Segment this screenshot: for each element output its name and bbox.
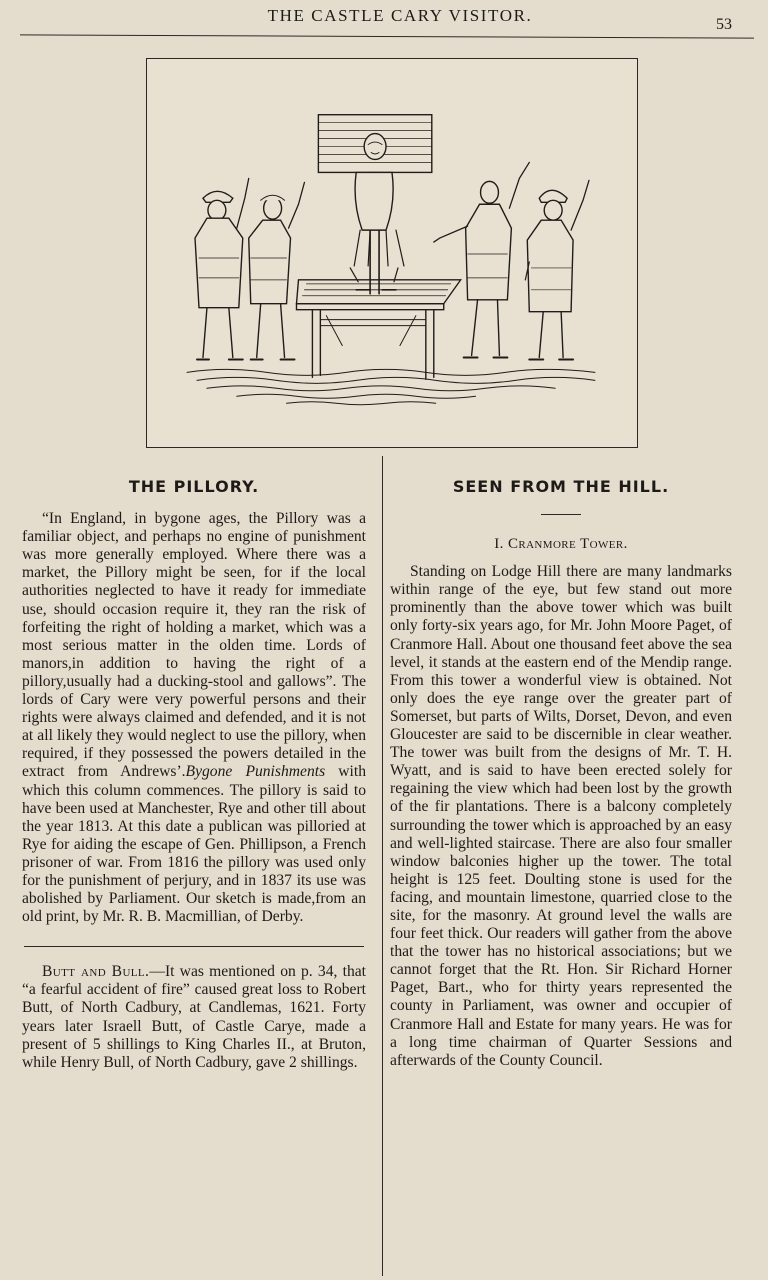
pillory-article-body (22, 510, 366, 926)
pillory-illustration (146, 58, 638, 448)
pillory-engraving (147, 59, 637, 447)
title-rule (541, 514, 581, 515)
article-title-seen-from-hill: SEEN FROM THE HILL. (452, 477, 670, 496)
column-divider (382, 456, 383, 1276)
cranmore-article-body: Standing on Lodge Hill there are many landmarks within range of the eye, but few stand out more prominently than the above tower which was built only forty-six years ago, for Mr. John Moore Paget, of Cranmore Hall. About one thousand feet above the sea level, it stands at the eastern end of the Mendip range. From this tower a wonderful view is obtained. Not only does the eye range over the greater part of Somerset, but parts of Wilts, Dorset, Devon, and even Gloucester are said to be discernible in clear weather. The tower was built from the designs of Mr. T. H. Wyatt, and is said to have been erected solely for regaining the view which had been lost by the growth of the fir plantations. There is a balcony completely surrounding the tower which is approached by an easy and well-lighted staircase. There are also four smaller window balconies higher up the tower. The total height is 125 feet. Doulting stone is used for the facing, and mountain limestone, quarried close to the site, for the masonry. At ground level the walls are four feet thick. Our readers will gather from the above that the tower has no historical associations; but we cannot forget that the Rt. Hon. Sir Richard Horner Paget, Bart., who for thirty years represented the county in Parliament, was owner and occupier of Cranmore Hall and Estate for many years. He was for a long time chairman of Quarter Sessions and afterwards of the County Council. (390, 563, 732, 1069)
page-number: 53 (716, 16, 732, 33)
platform-table (296, 280, 460, 379)
header-rule (20, 34, 754, 38)
pillory-text-part2: with which this column commences. The pillory is said to have been used at Manchester, Rye and other till about the year 1813. At this date a publican was pilloried at Rye for aiding the escape of Gen. Phillipson, a French prisoner of war. From 1816 the pillory was used only for the punishment of perjury, and in 1837 its use was abolished by Parliament. Our sketch is made,from an old print, by Mr. R. B. Macmillian, of Derby. (22, 763, 367, 926)
ground-hatching (187, 369, 595, 404)
pillory-text-italic: Bygone Punishments (185, 763, 326, 781)
onlooker-right-hat (525, 180, 589, 359)
butt-and-bull-paragraph (22, 963, 366, 1072)
article-subtitle-cranmore: I. Cranmore Tower. (494, 536, 628, 553)
article-title-pillory: THE PILLORY. (128, 477, 260, 496)
running-head: THE CASTLE CARY VISITOR. (267, 6, 533, 25)
left-column (22, 478, 366, 1072)
onlooker-right-pointing (434, 162, 530, 357)
right-column (390, 478, 732, 1070)
pillory-text-part1: “In England, in bygone ages, the Pillory was a familiar object, and perhaps no engine of punishment was more generally employed. Where there was a market, the Pillory might be seen, for if the local authorities neglected to have it ready for immediate use, should occasion require it, they ran the risk of forfeiting the right of holding a market, which was a most serious matter in the olden time. Lords of manors,in addition to having the right of a pillory,usually had a ducking-stool and gallows”. The lords of Cary were very powerful persons and their rights were always claimed and defended, and it is not at all likely they would neglect to use the pillory, when required, if they possessed the powers detailed in the extract from Andrews’. (22, 510, 366, 781)
butt-and-bull-heading: Butt and Bull. (42, 963, 150, 981)
section-separator (24, 946, 364, 947)
butt-and-bull-body: —It was mentioned on p. 34, that “a fearful accident of fire” caused great loss to Robert Butt, of North Cadbury, at Candlemas, 1621. Forty years later Israell Butt, of Castle Carye, made a present of 5 shillings to King Charles II., at Bruton, while Henry Bull, of North Cadbury, gave 2 shillings. (22, 963, 367, 1071)
onlooker-left-hat (195, 178, 249, 359)
onlooker-left-second (249, 182, 305, 359)
